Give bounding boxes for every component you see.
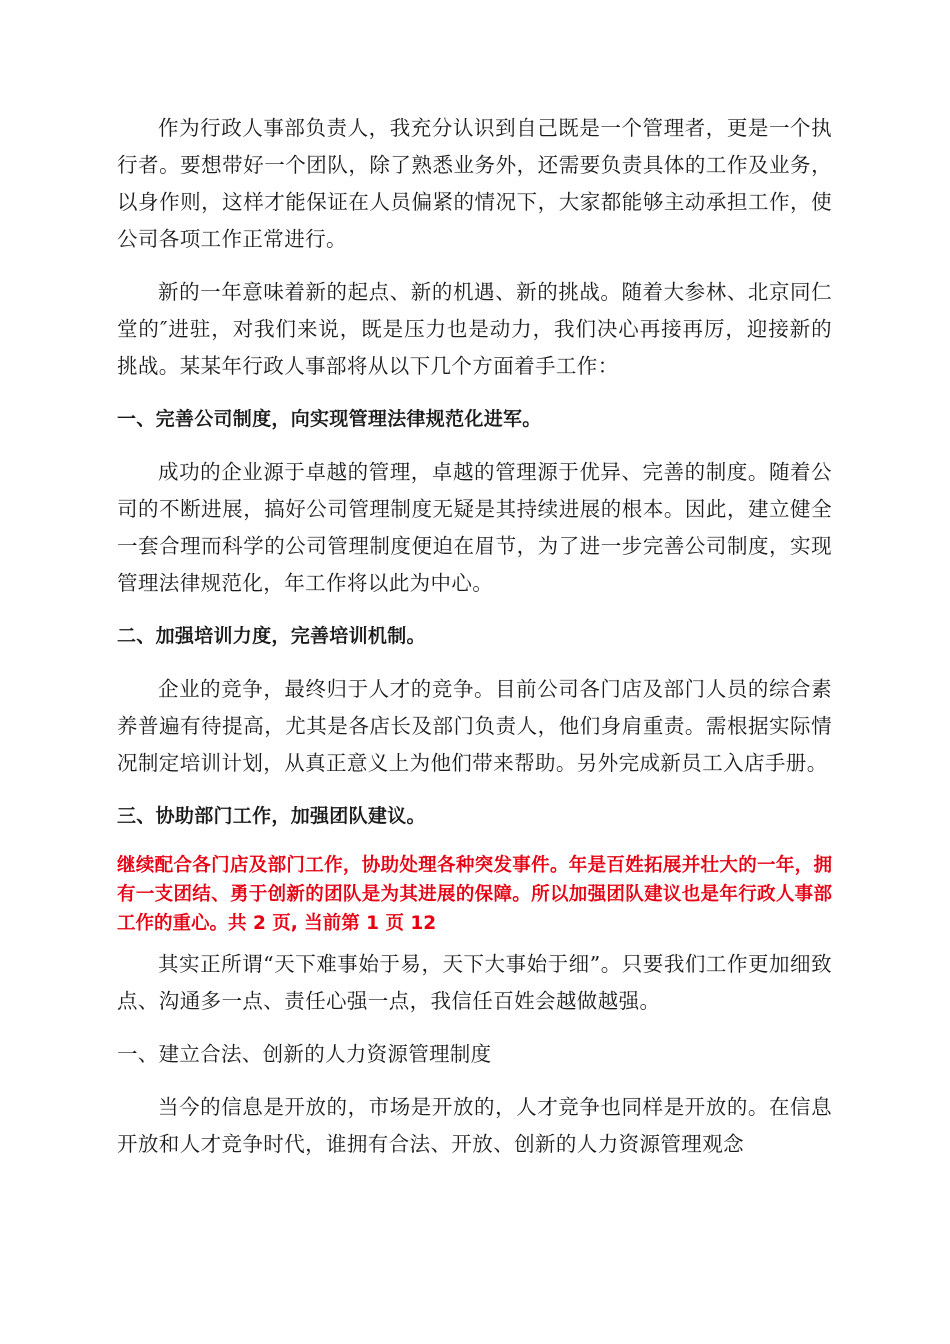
body-paragraph: 当今的信息是开放的，市场是开放的，人才竞争也同样是开放的。在信息开放和人才竞争时代，谁拥有合法、开放、创新的人力资源管理观念: [117, 1095, 832, 1156]
body-paragraph: 成功的企业源于卓越的管理，卓越的管理源于优异、完善的制度。随着公司的不断进展，搞好公司管理制度无疑是其持续进展的根本。因此，建立健全一套合理而科学的公司管理制度便迫在眉节，为了进一步完善公司制度，实现管理法律规范化，年工作将以此为中心。: [117, 460, 832, 595]
section-heading: 一、完善公司制度，向实现管理法律规范化进军。: [117, 408, 542, 430]
section-heading: 三、协助部门工作，加强团队建议。: [117, 805, 426, 827]
highlighted-notice: 继续配合各门店及部门工作，协助处理各种突发事件。年是百姓拓展并壮大的一年，拥有一支团结、勇于创新的团队是为其进展的保障。所以加强团队建议也是年行政人事部工作的重心。共 2 页, 当前第 1 页 12: [117, 855, 832, 934]
section-heading: 一、建立合法、创新的人力资源管理制度: [117, 1042, 492, 1066]
body-paragraph: 新的一年意味着新的起点、新的机遇、新的挑战。随着大参林、北京同仁堂的″进驻，对我们来说，既是压力也是动力，我们决心再接再厉，迎接新的挑战。某某年行政人事部将从以下几个方面着手工作：: [117, 280, 832, 378]
body-paragraph: 其实正所谓“天下难事始于易，天下大事始于细”。只要我们工作更加细致点、沟通多一点、责任心强一点，我信任百姓会越做越强。: [117, 952, 832, 1013]
body-paragraph: 企业的竞争，最终归于人才的竞争。目前公司各门店及部门人员的综合素养普遍有待提高，尤其是各店长及部门负责人，他们身肩重责。需根据实际情况制定培训计划，从真正意义上为他们带来帮助。另外完成新员工入店手册。: [117, 677, 832, 775]
body-paragraph: 作为行政人事部负责人，我充分认识到自己既是一个管理者，更是一个执行者。要想带好一个团队，除了熟悉业务外，还需要负责具体的工作及业务，以身作则，这样才能保证在人员偏紧的情况下，大家都能够主动承担工作，使公司各项工作正常进行。: [117, 116, 832, 251]
section-heading: 二、加强培训力度，完善培训机制。: [117, 625, 426, 647]
